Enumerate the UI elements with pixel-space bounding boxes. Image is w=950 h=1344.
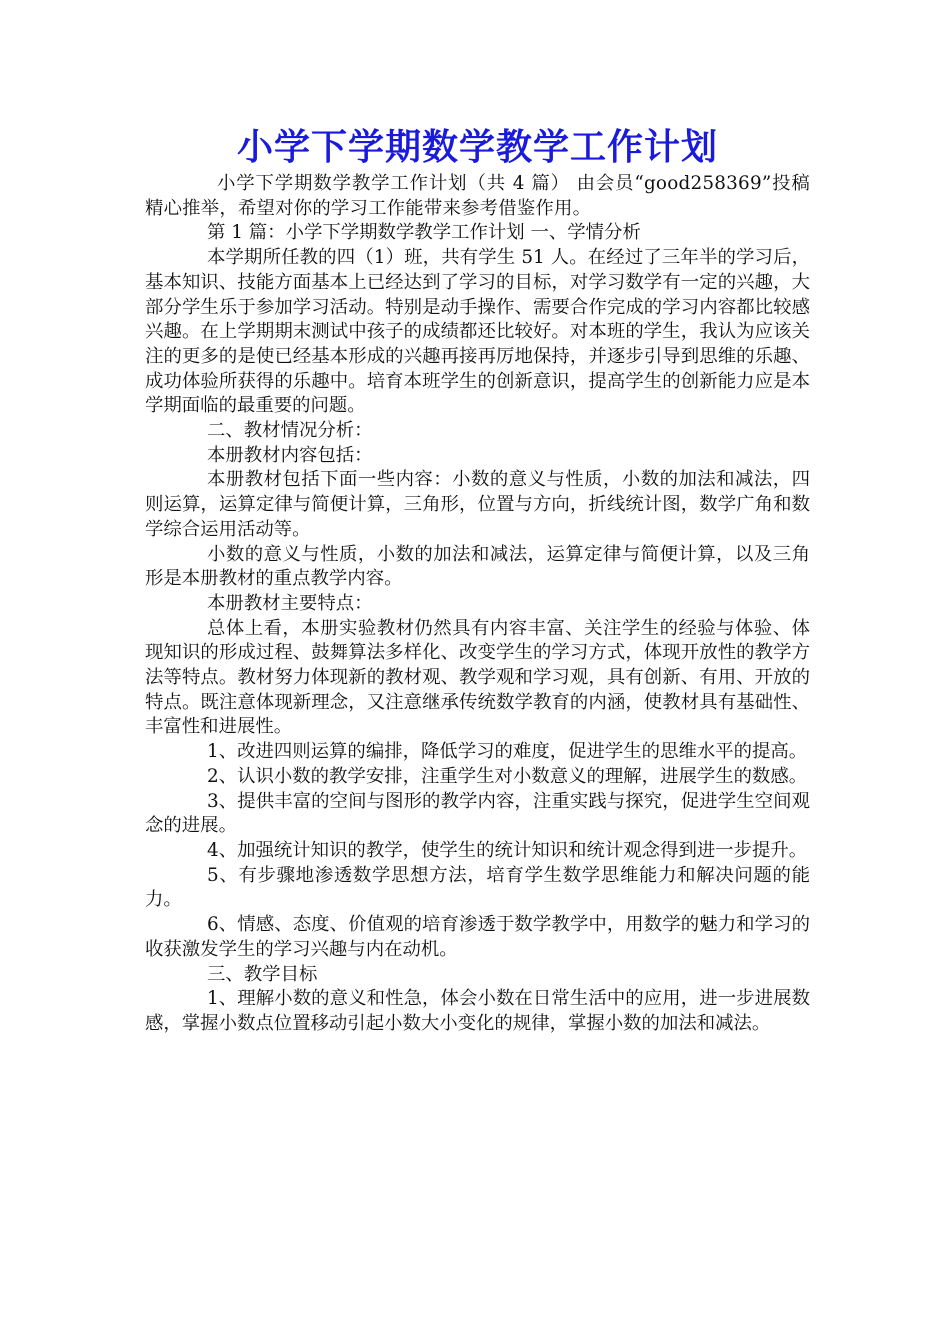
list-item: 4、加强统计知识的教学，使学生的统计知识和统计观念得到进一步提升。	[207, 839, 808, 861]
paragraph: 本学期所任教的四（1）班，共有学生 51 人。在经过了三年半的学习后，基本知识、技能方面基本上已经达到了学习的目标，对学习数学有一定的兴趣，大部分学生乐于参加学习活动。特别是动手操作、需要合作完成的学习内容都比较感兴趣。在上学期期末测试中孩子的成绩都还比较好。对本班的学生，我认为应该关注的更多的是使已经基本形成的兴趣再接再厉地保持，并逐步引导到思维的乐趣、成功体验所获得的乐趣中。培育本班学生的创新意识，提高学生的创新能力应是本学期面临的最重要的问题。	[145, 247, 810, 417]
list-item: 1、改进四则运算的编排，降低学习的难度，促进学生的思维水平的提高。	[207, 741, 808, 763]
list-item: 1、理解小数的意义和性急，体会小数在日常生活中的应用，进一步进展数感，掌握小数点位置移动引起小数大小变化的规律，掌握小数的加法和减法。	[145, 988, 810, 1034]
paragraph: 第 1 篇：小学下学期数学教学工作计划 一、学情分析	[207, 222, 641, 244]
paragraph: 小学下学期数学教学工作计划（共 4 篇） 由会员“good258369”投稿精心推举，希望对你的学习工作能带来参考借鉴作用。	[145, 173, 810, 219]
document-page	[145, 122, 810, 1037]
section-heading: 二、教材情况分析：	[207, 420, 373, 442]
document-title: 小学下学期数学教学工作计划	[236, 126, 718, 168]
section-heading: 三、教学目标	[207, 963, 318, 985]
document-body	[145, 172, 810, 1037]
paragraph: 本册教材包括下面一些内容：小数的意义与性质，小数的加法和减法，四则运算，运算定律与简便计算，三角形，位置与方向，折线统计图，数学广角和数学综合运用活动等。	[145, 469, 810, 540]
paragraph: 本册教材内容包括：	[207, 444, 373, 466]
paragraph: 小数的意义与性质，小数的加法和减法，运算定律与简便计算，以及三角形是本册教材的重点教学内容。	[145, 543, 810, 590]
list-item: 6、情感、态度、价值观的培育渗透于数学教学中，用数学的魅力和学习的收获激发学生的学习兴趣与内在动机。	[145, 914, 810, 960]
list-item: 5、有步骤地渗透数学思想方法，培育学生数学思维能力和解决问题的能力。	[145, 864, 810, 911]
paragraph: 总体上看，本册实验教材仍然具有内容丰富、关注学生的经验与体验、体现知识的形成过程、鼓舞算法多样化、改变学生的学习方式，体现开放性的教学方法等特点。教材努力体现新的教材观、教学观和学习观，具有创新、有用、开放的特点。既注意体现新理念，又注意继承传统数学教育的内涵，使教材具有基础性、丰富性和进展性。	[145, 617, 810, 738]
list-item: 2、认识小数的教学安排，注重学生对小数意义的理解，进展学生的数感。	[207, 765, 808, 787]
paragraph: 本册教材主要特点：	[207, 592, 373, 614]
list-item: 3、提供丰富的空间与图形的教学内容，注重实践与探究，促进学生空间观念的进展。	[145, 790, 810, 837]
